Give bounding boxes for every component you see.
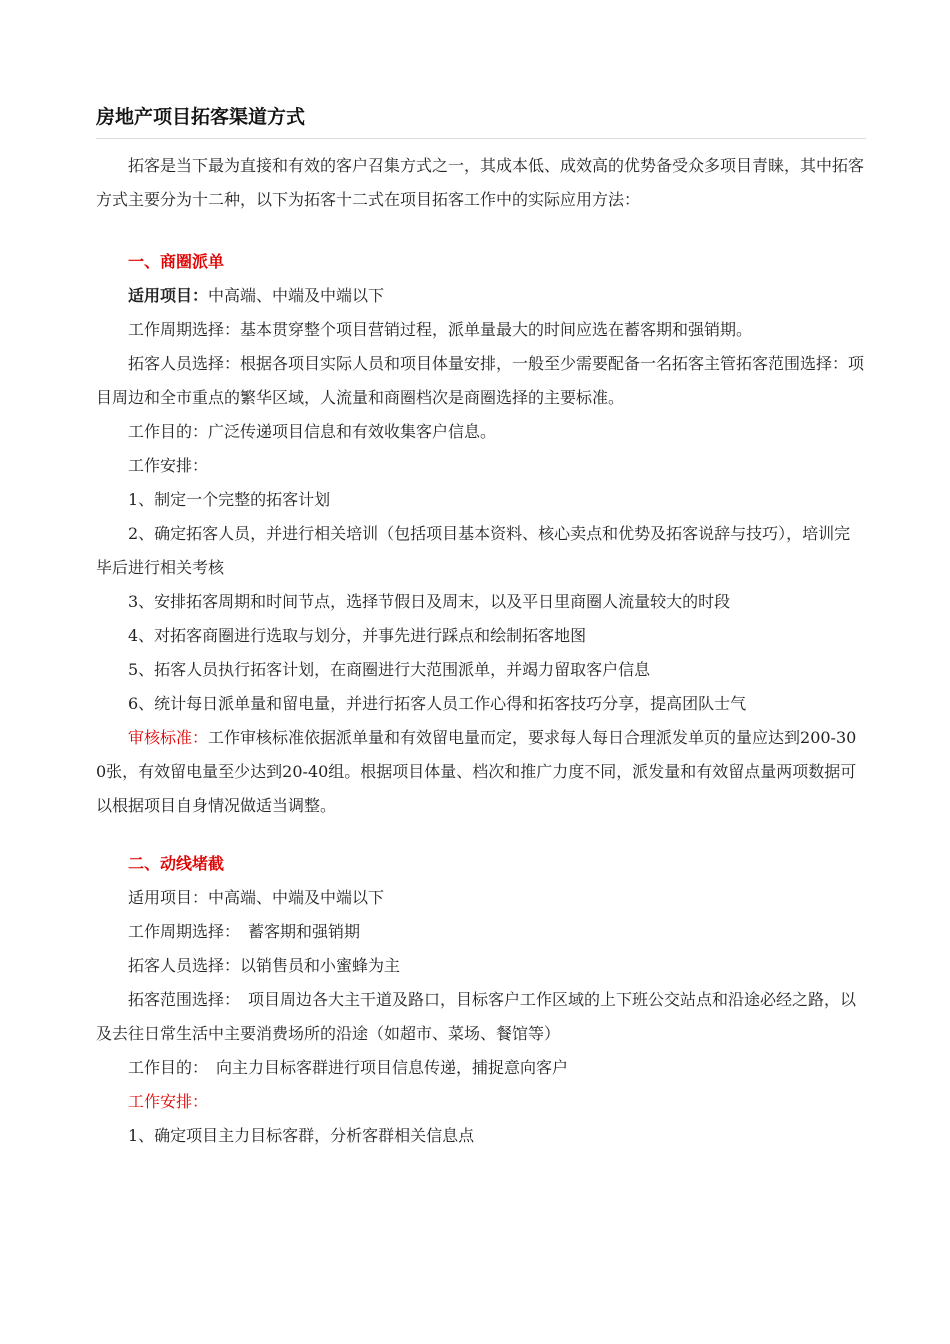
section-1-applicable-label: 适用项目：	[128, 286, 209, 305]
section-2-applicable: 适用项目：中高端、中端及中端以下	[128, 888, 385, 907]
section-1-applicable	[96, 279, 866, 313]
section-1-staff: 拓客人员选择：根据各项目实际人员和项目体量安排，一般至少需要配备一名拓客主管拓客范围选择：项目周边和全市重点的繁华区域，人流量和商圈档次是商圈选择的主要标准。	[96, 354, 865, 407]
intro-paragraph: 拓客是当下最为直接和有效的客户召集方式之一，其成本低、成效高的优势备受众多项目青睐，其中拓客方式主要分为十二种，以下为拓客十二式在项目拓客工作中的实际应用方法：	[96, 156, 865, 209]
document-page	[96, 98, 866, 1153]
section-2-heading: 二、动线堵截	[128, 854, 225, 873]
section-1-heading: 一、商圈派单	[128, 252, 225, 271]
section-1-step: 2、确定拓客人员，并进行相关培训（包括项目基本资料、核心卖点和优势及拓客说辞与技巧），培训完毕后进行相关考核	[96, 524, 851, 577]
section-2-range: 拓客范围选择： 项目周边各大主干道及路口，目标客户工作区域的上下班公交站点和沿途必经之路，以及去往日常生活中主要消费场所的沿途（如超市、菜场、餐馆等）	[96, 990, 857, 1043]
section-1-step: 5、拓客人员执行拓客计划，在商圈进行大范围派单，并竭力留取客户信息	[128, 660, 651, 679]
section-2-goal: 工作目的： 向主力目标客群进行项目信息传递，捕捉意向客户	[128, 1058, 569, 1077]
section-1-step: 6、统计每日派单量和留电量，并进行拓客人员工作心得和拓客技巧分享，提高团队士气	[128, 694, 747, 713]
section-2-arrangement-label: 工作安排：	[128, 1092, 209, 1111]
section-1-goal: 工作目的：广泛传递项目信息和有效收集客户信息。	[128, 422, 497, 441]
section-1-audit-text: 工作审核标准依据派单量和有效留电量而定，要求每人每日合理派发单页的量应达到200-300张，有效留电量至少达到20-40组。根据项目体量、档次和推广力度不同，派发量和有效留点量两项数据可以根据项目自身情况做适当调整。	[96, 728, 857, 815]
section-1-audit-label: 审核标准：	[128, 728, 209, 747]
document-title: 房地产项目拓客渠道方式	[96, 98, 866, 139]
section-1-step: 3、安排拓客周期和时间节点，选择节假日及周末，以及平日里商圈人流量较大的时段	[128, 592, 731, 611]
section-1-arrangement-label: 工作安排：	[128, 456, 209, 475]
section-1-step: 1、制定一个完整的拓客计划	[128, 490, 331, 509]
section-gap	[96, 823, 866, 847]
section-1-applicable-value: 中高端、中端及中端以下	[208, 286, 385, 305]
section-1-step: 4、对拓客商圈进行选取与划分，并事先进行踩点和绘制拓客地图	[128, 626, 587, 645]
section-1-period: 工作周期选择：基本贯穿整个项目营销过程，派单量最大的时间应选在蓄客期和强销期。	[128, 320, 753, 339]
section-2-step: 1、确定项目主力目标客群，分析客群相关信息点	[128, 1126, 475, 1145]
section-2-period: 工作周期选择： 蓄客期和强销期	[128, 922, 361, 941]
section-2-staff: 拓客人员选择：以销售员和小蜜蜂为主	[128, 956, 401, 975]
section-1-audit	[96, 721, 866, 823]
